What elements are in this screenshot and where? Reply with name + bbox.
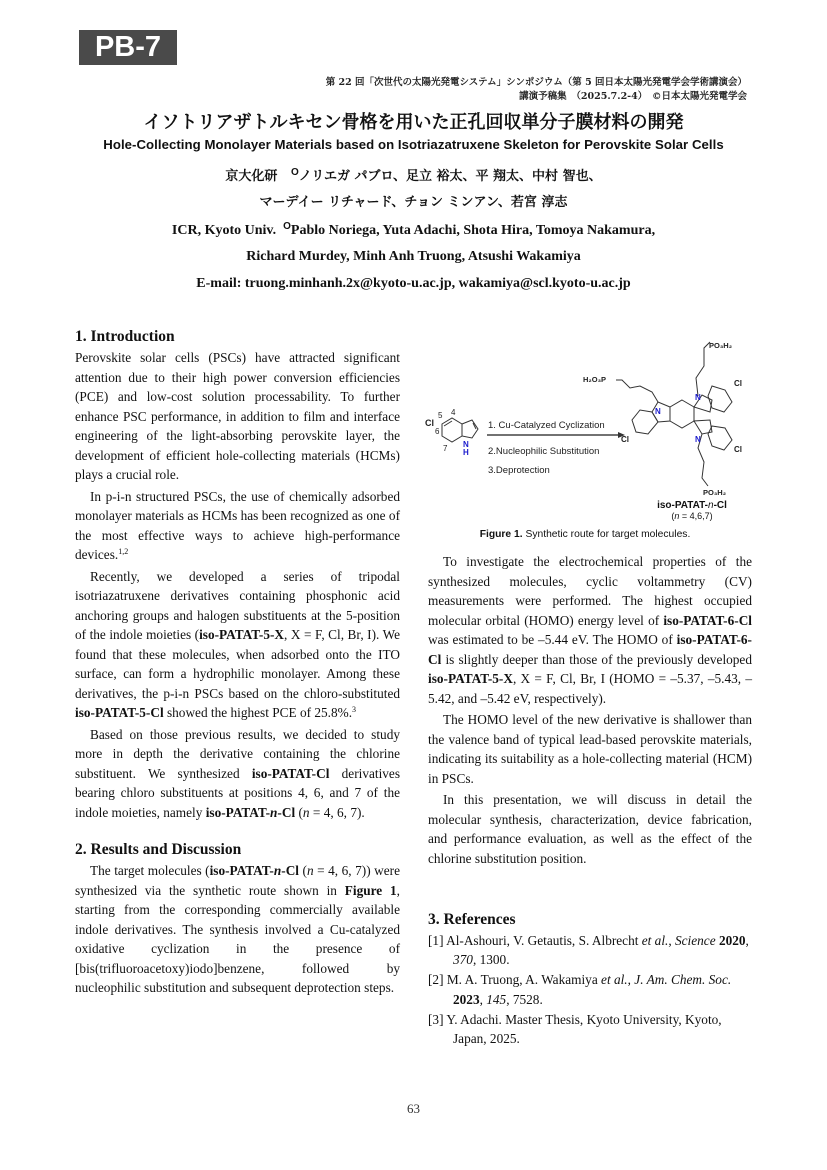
svg-text:N: N (695, 435, 701, 444)
svg-text:N: N (655, 407, 661, 416)
step-2: 2.Nucleophilic Substitution (488, 446, 600, 457)
conference-header (326, 76, 747, 104)
session-badge: PB-7 (79, 30, 177, 65)
left-column (75, 327, 400, 1000)
title-japanese: イソトリアザトルキセン骨格を用いた正孔回収単分子膜材料の開発 (143, 112, 684, 133)
references-section (428, 910, 752, 1049)
reference-item: [2] M. A. Truong, A. Wakamiya et al., J. Am. Chem. Soc. 2023, 145, 7528. (428, 972, 732, 1007)
reference-item: [1] Al-Ashouri, V. Getautis, S. Albrecht et al., Science 2020, 370, 1300. (428, 933, 749, 968)
product-condition: (n = 4,6,7) (671, 511, 713, 521)
svg-text:Cl: Cl (621, 435, 629, 444)
authors-en-1: Pablo Noriega, Yuta Adachi, Shota Hira, Tomoya Nakamura, (290, 223, 656, 238)
svg-text:N: N (695, 393, 701, 402)
intro-paragraph-1: Perovskite solar cells (PSCs) have attracted significant attention due to their high power conversion efficiencies (PCE) and low-cost solution processability. To further enhance PSC performance, in addition to film and interface engineering of the light-absorbing perovskite layer, the development of efficient hole-collecting materials (HCMs) plays a crucial role. (75, 350, 400, 482)
results-paragraph-3: The HOMO level of the new derivative is shallower than the valence band of typical lead-based perovskite materials, indicating its suitability as a hole-collecting material (HCM) in PSCs. (428, 712, 752, 786)
right-column (428, 552, 752, 870)
contact-email[interactable]: E-mail: truong.minhanh.2x@kyoto-u.ac.jp, wakamiya@scl.kyoto-u.ac.jp (196, 276, 631, 291)
intro-paragraph-2: In p-i-n structured PSCs, the use of chemically adsorbed monolayer materials as HCMs has been recognized as one of the most effective ways to achieve high-performance devices.$^{1,2}$ (75, 488, 400, 562)
svg-text:4: 4 (451, 408, 456, 417)
svg-text:H₂O₃P: H₂O₃P (583, 375, 607, 384)
figure-1-synthetic-route (420, 338, 765, 548)
svg-text:5: 5 (438, 411, 443, 420)
figure-reference[interactable]: Figure 1 (344, 882, 397, 898)
indole-structure (442, 418, 478, 442)
step-1: 1. Cu-Catalyzed Cyclization (488, 420, 605, 431)
svg-text:H: H (463, 448, 469, 457)
results-paragraph-2: To investigate the electrochemical properties of the synthesized molecules, cyclic voltammetry (CV) measurements were performed. The highest occupied molecular orbital (HOMO) energy level of iso-PATAT-6-Cl was estimated to be –5.44 eV. The HOMO of iso-PATAT-6-Cl is slightly deeper than those of the previously developed iso-PATAT-5-X, X = F, Cl, Br, I (HOMO = –5.37, –5.43, –5.42, and –5.42 eV, respectively). (428, 554, 752, 706)
intro-paragraph-4: Based on those previous results, we decided to study more in depth the derivative containing the chlorine substituent. We synthesized iso-PATAT-Cl derivatives bearing chloro substituents at positions 4, 6, and 7 of the indole moieties, namely iso-PATAT-n-Cl (n = 4, 6, 7). (75, 726, 400, 820)
affiliation-jp: 京大化研 (225, 169, 278, 184)
product-name: iso-PATAT-n-Cl (657, 500, 727, 511)
section-heading-results: 2. Results and Discussion (75, 841, 242, 858)
svg-text:Cl: Cl (734, 445, 742, 454)
intro-paragraph-3: Recently, we developed a series of tripodal isotriazatruxene derivatives containing phosphonic acid anchoring groups and halogen substituents at the 5-position of the indole moieties (iso-PATAT-5-X, X = F, Cl, Br, I). We found that these molecules, when adsorbed onto the ITO surface, can form a hydrophilic monolayer. Among these derivatives, the p-i-n PSCs based on the chloro-substituted iso-PATAT-5-Cl showed the highest PCE of 25.8%.$^3$ (75, 568, 400, 720)
reaction-scheme (420, 338, 765, 528)
svg-text:6: 6 (435, 427, 440, 436)
authors-jp-1: ノリエガ パブロ、足立 裕太、平 翔太、中村 智也、 (298, 169, 602, 184)
page-number: 63 (407, 1101, 420, 1116)
presenter-mark: O (291, 167, 299, 178)
svg-text:PO₃H₂: PO₃H₂ (709, 341, 733, 350)
conference-line-1: 第 22 回「次世代の太陽光発電システム」シンポジウム（第 5 回日本太陽光発電学会学術講演会） (325, 77, 747, 88)
step-3: 3.Deprotection (488, 465, 550, 476)
citation[interactable]: 1,2 (118, 547, 129, 556)
cl-label: Cl (425, 418, 434, 428)
section-heading-introduction: 1. Introduction (75, 328, 175, 345)
isotriazatruxene-structure (616, 342, 732, 486)
section-heading-references: 3. References (428, 911, 516, 928)
svg-text:Cl: Cl (734, 379, 742, 388)
citation[interactable]: 3 (352, 705, 357, 714)
authors-english-line-1 (0, 221, 827, 239)
nitrogen-label: N (463, 440, 469, 449)
svg-text:PO₃H₂: PO₃H₂ (703, 488, 727, 497)
authors-english-line-2: Richard Murdey, Minh Anh Truong, Atsushi Wakamiya (246, 249, 581, 264)
svg-text:7: 7 (443, 444, 448, 453)
presenter-mark-en: O (283, 221, 291, 232)
reference-item: [3] Y. Adachi. Master Thesis, Kyoto University, Kyoto, Japan, 2025. (428, 1011, 722, 1047)
title-english: Hole-Collecting Monolayer Materials based on Isotriazatruxene Skeleton for Perovskite Solar Cells (103, 137, 724, 152)
affiliation-en: ICR, Kyoto Univ. (171, 223, 277, 238)
results-paragraph-4: In this presentation, we will discuss in detail the molecular synthesis, characterization, device fabrication, and performance evaluation, as well as the effect of the chlorine substitution position. (428, 792, 752, 866)
authors-japanese-line-2: マーデイー リチャード、チョン ミンアン、若宮 淳志 (259, 195, 568, 210)
authors-japanese-line-1 (0, 165, 827, 184)
results-paragraph-1: The target molecules (iso-PATAT-n-Cl (n = 4, 6, 7)) were synthesized via the synthetic route shown in Figure 1, starting from the corresponding commercially available indole derivatives. The synthesis involved a Cu-catalyzed oxidative cyclization in the presence of [bis(trifluoroacetoxy)iodo]benzene, followed by nucleophilic substitution and subsequent deprotection steps. (75, 863, 400, 995)
figure-caption: Figure 1. Synthetic route for target molecules. (479, 529, 691, 540)
conference-line-2: 講演予稿集 （2025.7.2-4） ©日本太陽光発電学会 (519, 91, 747, 102)
